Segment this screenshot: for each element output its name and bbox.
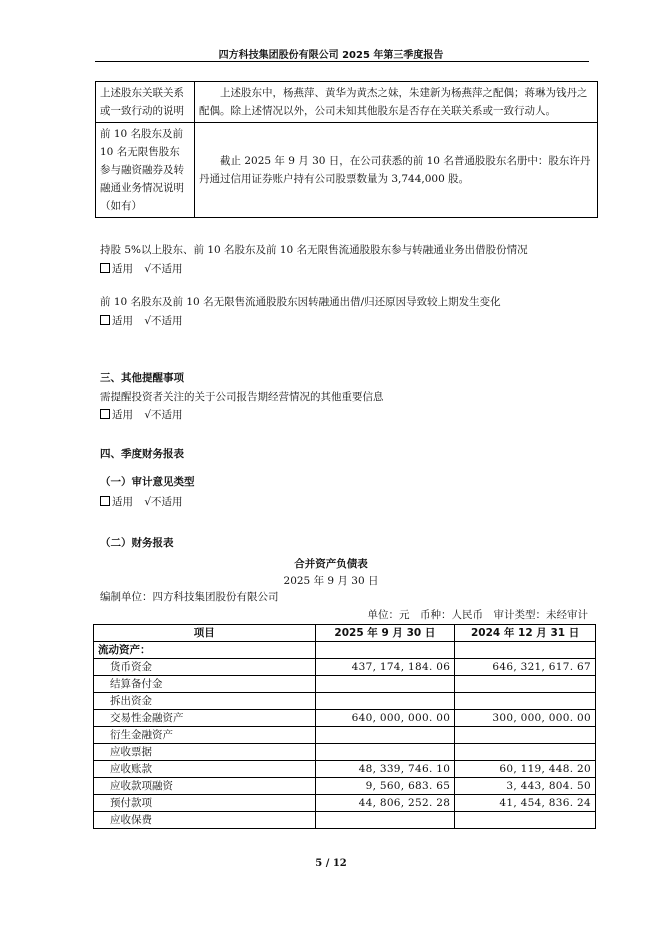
applicable-label: 适用 [112,496,133,508]
row-current-value: 9, 560, 683. 65 [315,778,455,795]
row-item: 衍生金融资产 [94,727,316,744]
other-checkbox-line [100,407,183,422]
row-item: 拆出资金 [94,693,316,710]
section-label: 流动资产： [94,642,316,659]
row-previous-value: 646, 321, 617. 67 [455,659,596,676]
column-header-current: 2025 年 9 月 30 日 [315,625,455,642]
other-items-paragraph: 需提醒投资者关注的关于公司报告期经营情况的其他重要信息 [100,391,384,403]
row-current-value [315,693,455,710]
table-row [94,744,596,761]
row-item: 预付款项 [94,795,316,812]
row-item: 交易性金融资产 [94,710,316,727]
row-previous-value: 300, 000, 000. 00 [455,710,596,727]
table-row [94,693,596,710]
column-header-previous: 2024 年 12 月 31 日 [455,625,596,642]
table-row [94,727,596,744]
not-applicable-label: 不适用 [151,315,183,327]
row-previous-value [455,676,596,693]
row-item: 应收款项融资 [94,778,316,795]
checkbox-icon [100,315,110,325]
checkmark-icon: √ [144,315,152,327]
row-current-value [315,676,455,693]
checkmark-icon: √ [144,496,152,508]
table-row [94,812,596,829]
row-item: 应收票据 [94,744,316,761]
row-current-value: 48, 339, 746. 10 [315,761,455,778]
not-applicable-label: 不适用 [151,409,183,421]
statements-heading: （二）财务报表 [100,537,174,549]
row-previous-value: 41, 454, 836. 24 [455,795,596,812]
applicable-label: 适用 [112,263,133,275]
not-applicable-label: 不适用 [151,496,183,508]
row-previous-value [455,812,596,829]
info-row-related [96,82,598,123]
financial-statements-heading: 四、季度财务报表 [100,448,184,460]
checkbox-icon [100,409,110,419]
info-row-margin [96,123,598,218]
row-previous-value [455,727,596,744]
row-item: 货币资金 [94,659,316,676]
info-label-related: 上述股东关联关系或一致行动的说明 [96,82,195,123]
row-current-value [315,727,455,744]
not-applicable-label: 不适用 [151,263,183,275]
info-label-margin: 前 10 名股东及前 10 名无限售股东参与融资融券及转融通业务情况说明（如有） [96,123,195,218]
checkbox-icon [100,263,110,273]
checkmark-icon: √ [144,263,152,275]
balance-sheet-date: 2025 年 9 月 30 日 [283,575,379,587]
row-previous-value: 60, 119, 448. 20 [455,761,596,778]
row-current-value: 640, 000, 000. 00 [315,710,455,727]
section-row-current-assets [94,642,596,659]
compiler-line: 编制单位：四方科技集团股份有限公司 [100,591,279,603]
balance-sheet-table [93,624,596,829]
applicable-label: 适用 [112,315,133,327]
table-row [94,676,596,693]
applicable-label: 适用 [112,409,133,421]
balance-sheet-title: 合并资产负债表 [294,558,368,570]
row-item: 结算备付金 [94,676,316,693]
lending-checkbox-line [100,261,183,276]
row-item: 应收保费 [94,812,316,829]
table-row [94,795,596,812]
table-row [94,710,596,727]
audit-opinion-heading: （一）审计意见类型 [100,476,195,488]
units-line: 单位：元 币种：人民币 审计类型：未经审计 [367,609,588,621]
row-previous-value [455,693,596,710]
row-item: 应收账款 [94,761,316,778]
table-header-row [94,625,596,642]
table-row [94,778,596,795]
report-header-title: 四方科技集团股份有限公司 2025 年第三季度报告 [218,50,444,61]
lending-paragraph: 持股 5%以上股东、前 10 名股东及前 10 名无限售流通股股东参与转融通业务出借股份情况 [100,244,528,256]
info-text-related: 上述股东中，杨燕萍、黄华为黄杰之妹，朱建新为杨燕萍之配偶；蒋琳为钱丹之配偶。除上述情况以外，公司未知其他股东是否存在关联关系或一致行动人。 [195,82,598,123]
table-row [94,659,596,676]
other-items-heading: 三、其他提醒事项 [100,372,184,384]
page-number: 5 / 12 [315,858,347,869]
header-rule [95,61,589,62]
row-current-value: 44, 806, 252. 28 [315,795,455,812]
empty-cell [455,642,596,659]
row-current-value: 437, 174, 184. 06 [315,659,455,676]
column-header-item: 项目 [94,625,316,642]
table-row [94,761,596,778]
audit-checkbox-line [100,494,183,509]
row-current-value [315,744,455,761]
row-previous-value [455,744,596,761]
row-current-value [315,812,455,829]
checkmark-icon: √ [144,409,152,421]
checkbox-icon [100,496,110,506]
info-text-margin: 截止 2025 年 9 月 30 日，在公司获悉的前 10 名普通股股东名册中：股东许丹丹通过信用证券账户持有公司股票数量为 3,744,000 股。 [195,123,598,218]
row-previous-value: 3, 443, 804. 50 [455,778,596,795]
shareholder-info-table [95,81,598,218]
empty-cell [315,642,455,659]
change-checkbox-line [100,313,183,328]
change-paragraph: 前 10 名股东及前 10 名无限售流通股股东因转融通出借/归还原因导致较上期发生变化 [100,296,501,308]
